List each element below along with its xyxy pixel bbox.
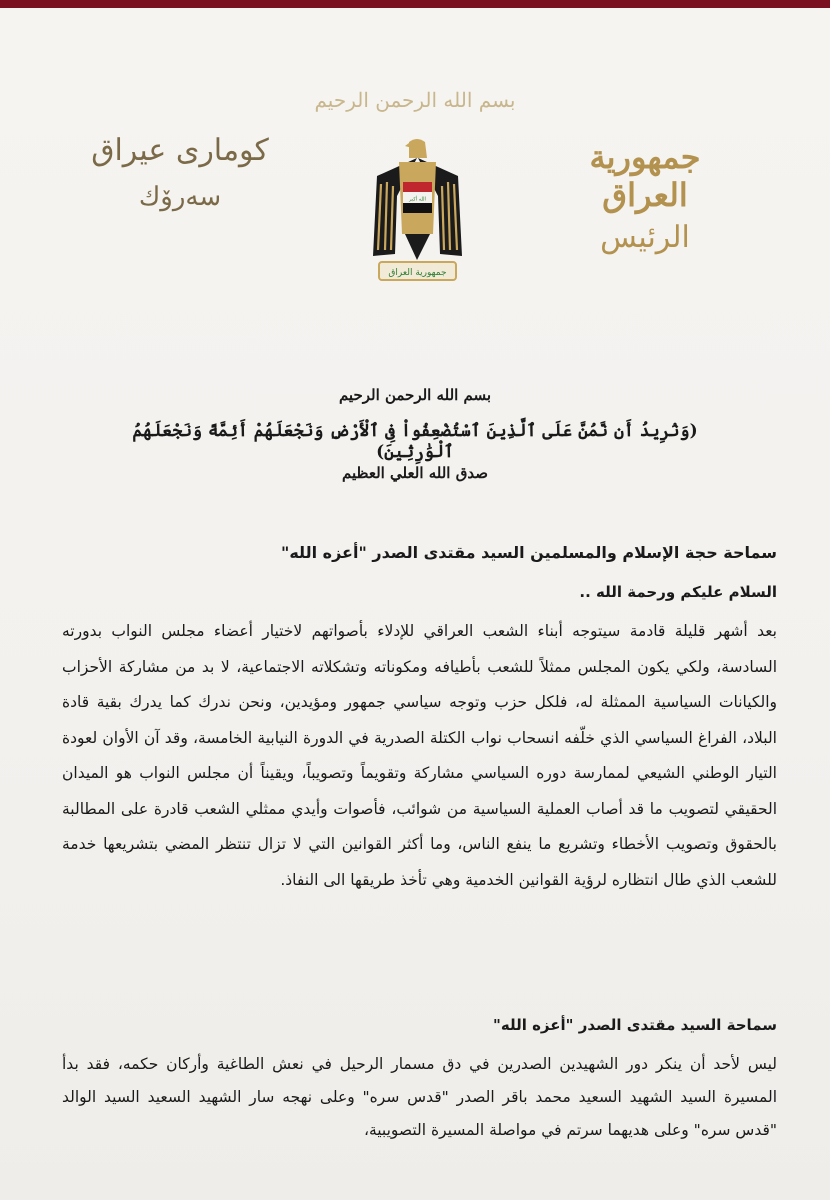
letterhead-president-arabic: الرئيس: [600, 220, 690, 255]
section-heading: سماحة السيد مقتدى الصدر "أعزه الله": [493, 1016, 777, 1034]
emblem-script: الله أكبر: [409, 196, 426, 203]
letterhead-country-kurdish: كوماری عیراق: [91, 133, 269, 168]
paragraph-2: ليس لأحد أن ينكر دور الشهيدين الصدرين في دق مسمار الرحيل في نعش الطاغية وأركان حكمه، فقد بدأ المسيرة السيد الشهيد السعيد محمد باقر الصدر "قدس سره" وعلى نهجه سار الشهيد السعيد السيد الوالد "قدس سره" وعلى هديهما سرتم في مواصلة المسيرة التصويبية،: [62, 1055, 777, 1139]
sadaq-line: صدق الله العلي العظيم: [342, 464, 488, 482]
eagle-emblem-icon: [365, 136, 470, 291]
letterhead-kurdish-title: [85, 133, 275, 212]
letter-page: [0, 8, 830, 1200]
letterhead-president-kurdish: سەرۆك: [138, 182, 222, 212]
salutation: سماحة حجة الإسلام والمسلمين السيد مقتدى الصدر "أعزه الله": [281, 543, 777, 562]
letterhead-arabic-title: [565, 138, 725, 255]
quran-verse: (وَنُرِيدُ أَن نَّمُنَّ عَلَى ٱلَّذِينَ ٱسْتُضْعِفُواْ فِى ٱلْأَرْضِ وَنَجْعَلَهُمْ أَئِمَّةً وَنَجْعَلَهُمُ ٱلْوَٰرِثِينَ): [132, 421, 698, 462]
letterhead-basmala: بسم الله الرحمن الرحيم: [314, 88, 516, 112]
letterhead-country-arabic: جمهورية العراق: [589, 138, 701, 214]
paragraph-1: بعد أشهر قليلة قادمة سيتوجه أبناء الشعب العراقي للإدلاء بأصواتهم لاختيار أعضاء مجلس النواب بدورته السادسة، ولكي يكون المجلس ممثلاً للشعب بأطيافه ومكوناته وتشكلاته الاجتماعية، لا بد من مشاركة الأحزاب والكيانات السياسية الممثلة له، فلكل حزب وتوجه سياسي جمهور ومؤيدين، ونحن ندرك كما يدرك بقية قادة البلاد، الفراغ السياسي الذي خلّفه انسحاب نواب الكتلة الصدرية في الدورة النيابية الخامسة، وقد آن الأوان لعودة التيار الوطني الشيعي لممارسة دوره السياسي مشاركة وتقويماً وتصويباً، ويقيناً أن مجلس النواب هو الميدان الحقيقي لتصويب ما قد أصاب العملية السياسية من شوائب، فأصوات وأيدي ممثلي الشعب قادرة على المطالبة بالحقوق وتصويب الأخطاء وتشريع ما ينفع الناس، وما أكثر القوانين التي لا تزال تنتظر المضي بتشريعها خدمة للشعب الذي طال انتظاره لرؤية القوانين الخدمية وهي تأخذ طريقها الى النفاذ.: [62, 622, 777, 889]
opening-basmala: بسم الله الرحمن الرحيم: [338, 386, 492, 404]
greeting: السلام عليكم ورحمة الله ..: [579, 583, 777, 601]
emblem-banner: جمهورية العراق: [388, 268, 447, 278]
